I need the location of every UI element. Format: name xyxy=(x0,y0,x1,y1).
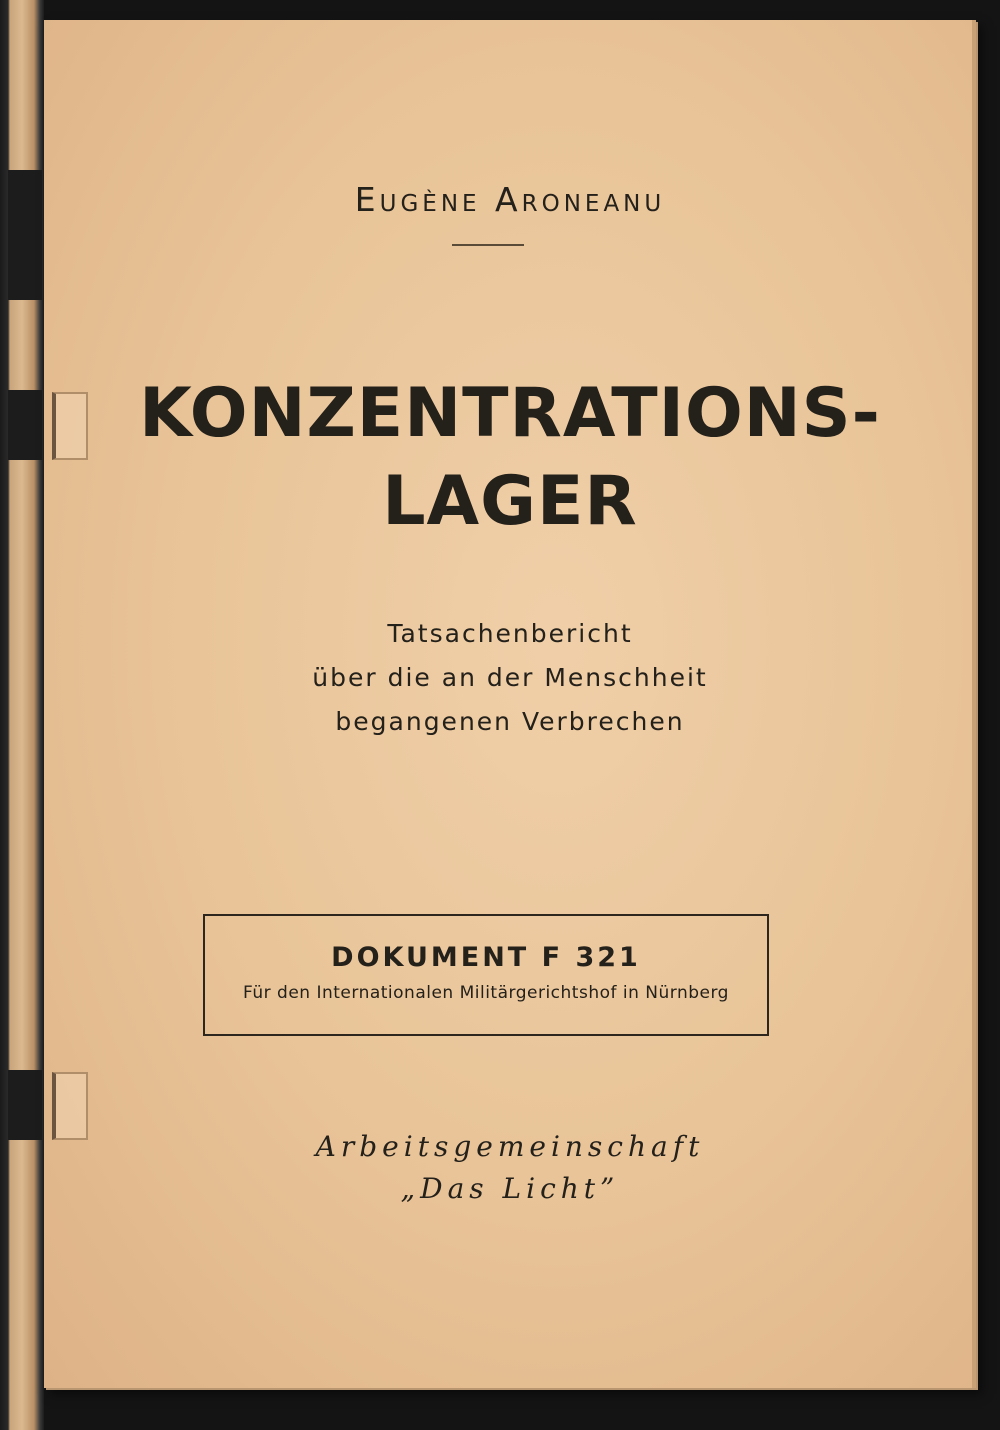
document-box xyxy=(203,914,769,1036)
binding-tab xyxy=(8,1070,42,1140)
publisher xyxy=(44,1126,976,1210)
subtitle-line: begangenen Verbrechen xyxy=(335,707,685,736)
publisher-line: Arbeitsgemeinschaft xyxy=(315,1130,705,1163)
document-label: DOKUMENT F 321 xyxy=(331,942,641,973)
author-name: Eugène Aroneanu xyxy=(354,180,666,219)
book-title xyxy=(44,370,976,546)
binding-tab xyxy=(8,170,42,300)
document-caption: Für den Internationalen Militärgerichtshof in Nürnberg xyxy=(243,983,729,1003)
subtitle-line: Tatsachenbericht xyxy=(387,619,633,648)
title-line: LAGER xyxy=(382,462,638,541)
publisher-line: „Das Licht” xyxy=(400,1172,620,1205)
title-line: KONZENTRATIONS- xyxy=(139,374,881,453)
binding-tab xyxy=(8,390,42,460)
book-subtitle xyxy=(44,612,976,744)
divider-rule xyxy=(452,244,524,246)
subtitle-line: über die an der Menschheit xyxy=(312,663,708,692)
